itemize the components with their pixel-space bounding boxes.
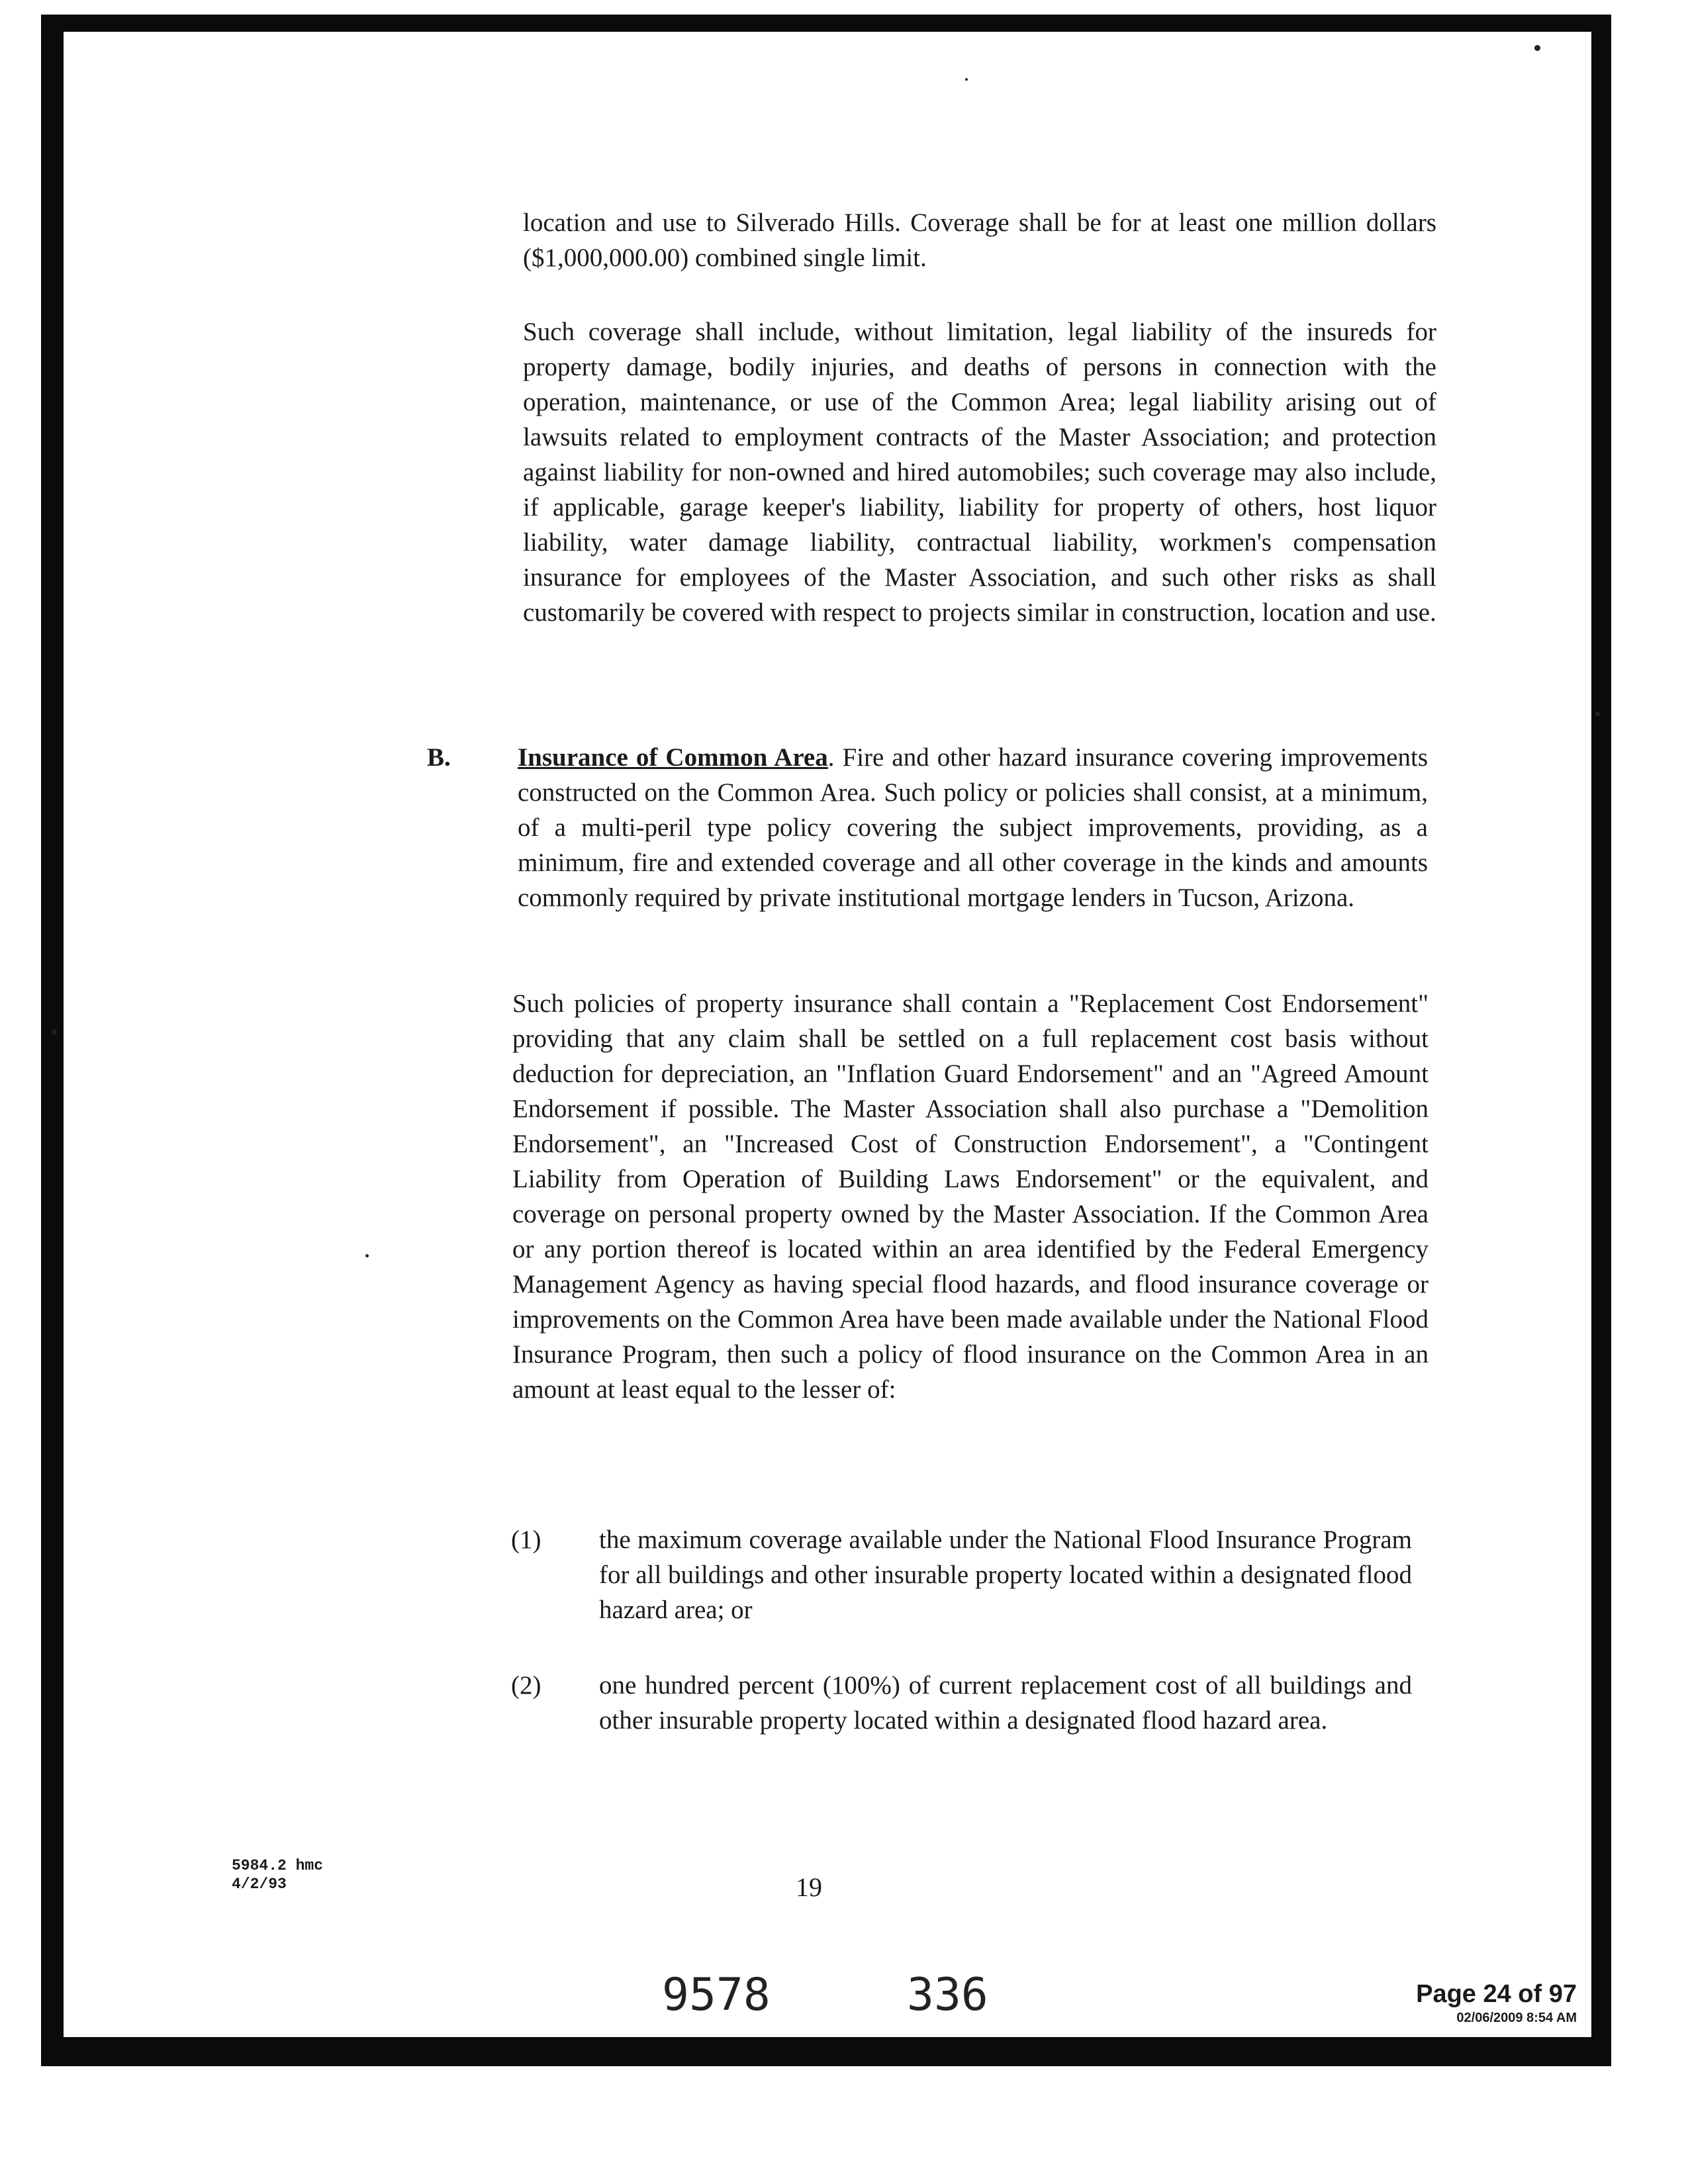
paragraph-coverage-limit: location and use to Silverado Hills. Coverage shall be for at least one million dollars ($1,000,000.00) combined single limit. — [523, 208, 1436, 272]
paragraph-coverage-scope: Such coverage shall include, without limitation, legal liability of the insureds for property damage, bodily injuries, and deaths of persons in connection with the operation, maintenance, or use of the Common Area; legal liability arising out of lawsuits related to employment contracts of the Master Association; and protection against liability for non-owned and hired automobiles; such coverage may also include, if applicable, garage keeper's liability, liability for property of others, host liquor liability, water damage liability, contractual liability, workmen's compensation insurance for employees of the Master Association, and such other risks as shall customarily be covered with respect to projects similar in construction, location and use. — [523, 318, 1436, 627]
page-count-label: Page 24 of 97 — [1416, 1980, 1577, 2008]
recording-page-number: 336 — [907, 1969, 988, 2021]
document-code-id: 5984.2 hmc — [232, 1857, 324, 1874]
section-b-text: . Fire and other hazard insurance covering improvements constructed on the Common Area. Such policy or policies shall consist, at a minimum, of a multi-peril type policy covering the subject improvements, providing, as a minimum, fire and extended coverage and all other coverage in the kinds and amounts commonly required by private institutional mortgage lenders in Tucson, Arizona. — [518, 743, 1428, 912]
section-b-paragraph — [518, 740, 1428, 915]
document-code — [232, 1856, 323, 1893]
scan-speck — [1595, 711, 1600, 716]
list-item-text: one hundred percent (100%) of current replacement cost of all buildings and other insurable property located within a designated flood hazard area. — [599, 1671, 1412, 1735]
section-b-label: B. — [427, 743, 451, 772]
scan-speck — [365, 1254, 369, 1257]
list-item-number: (1) — [511, 1525, 541, 1554]
scan-speck — [1534, 45, 1540, 51]
paragraph-property-insurance: Such policies of property insurance shall contain a "Replacement Cost Endorsement" providing that any claim shall be settled on a full replacement cost basis without deduction for depreciation, an "Inflation Guard Endorsement" and an "Agreed Amount Endorsement if possible. The Master Association shall also purchase a "Demolition Endorsement", an "Increased Cost of Construction Endorsement", a "Contingent Liability from Operation of Building Laws Endorsement" or the equivalent, and coverage on personal property owned by the Master Association. If the Common Area or any portion thereof is located within an area identified by the Federal Emergency Management Agency as having special flood hazards, and flood insurance coverage or improvements on the Common Area have been made available under the National Flood Insurance Program, then such a policy of flood insurance on the Common Area in an amount at least equal to the lesser of: — [512, 989, 1429, 1404]
scan-speck — [52, 1029, 57, 1034]
recording-book-number: 9578 — [662, 1969, 771, 2021]
page-number: 19 — [796, 1872, 822, 1902]
list-item-number: (2) — [511, 1671, 541, 1700]
print-timestamp: 02/06/2009 8:54 AM — [1456, 2011, 1577, 2025]
list-item-text: the maximum coverage available under the National Flood Insurance Program for all buildings and other insurable property located within a designated flood hazard area; or — [599, 1525, 1412, 1624]
scan-speck — [965, 78, 968, 81]
section-b-heading: Insurance of Common Area — [518, 743, 828, 772]
document-code-date: 4/2/93 — [232, 1876, 287, 1893]
